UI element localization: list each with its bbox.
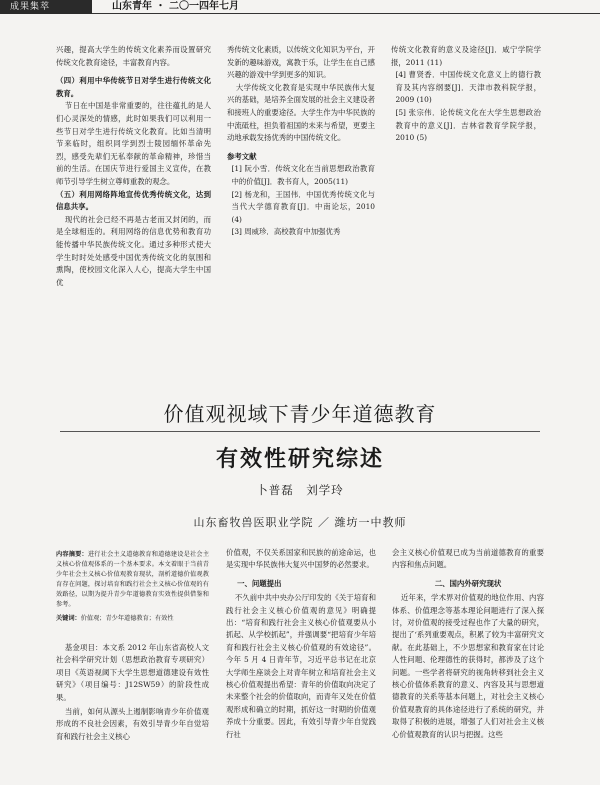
paragraph: 节日在中国是非常重要的，往往蕴扎的是人们心灵深处的情感，此时如果我们可以利用一些节日对学生进行传统文化教育。比如当清明节来临时，组织同学到烈士陵园缅怀革命先烈，感受先辈们无私奉献的革命精神，珍惜当前的生活。在国庆节进行爱国主义宣传，在教师节引导学生树立尊师重教的观念。 bbox=[56, 101, 211, 186]
subheading: （四）利用中华传统节日对学生进行传统文化教育。 bbox=[56, 76, 211, 98]
prev-article-col-2 bbox=[227, 44, 375, 239]
subheading: （五）利用网络阵地宣传优秀传统文化，达到信息共享。 bbox=[56, 189, 211, 212]
paragraph: 大学传统文化教育是实现中华民族伟大复兴的基础，是培养全面发展的社会主义建设者和接班人的重要途径。大学生作为中华民族的中流砥柱，担负着祖国的未来与希望，更要主动地承载发扬优秀的中国传统文化。 bbox=[227, 82, 375, 143]
prev-article-col-3 bbox=[391, 44, 541, 145]
article-title-text-1: 价值观视域下青少年道德教育 bbox=[158, 402, 443, 426]
article-affiliation: 山东畜牧兽医职业学院 ／ 潍坊一中教师 bbox=[193, 516, 407, 529]
article-authors: 卜普磊 刘学玲 bbox=[256, 483, 344, 497]
reference-item: [5] 张宗伟．论传统文化在大学生思想政治教育中的意义[J]．吉林省教育学院学报，2010 (5) bbox=[395, 107, 541, 143]
journal-name: 山东青年 ・ 二〇一四年七月 bbox=[112, 1, 239, 12]
reference-item: 传统文化教育的意义及途径[J]．咸宁学院学报，2011 (11) bbox=[391, 45, 541, 67]
paragraph: 会主义核心价值观已成为当前道德教育的重要内容和焦点问题。 bbox=[392, 548, 544, 570]
abstract-text bbox=[56, 550, 209, 610]
section-heading: 二、国内外研究现状 bbox=[434, 578, 502, 588]
header-rule bbox=[92, 13, 600, 14]
references-heading: 参考文献 bbox=[227, 151, 257, 161]
paragraph: 秀传统文化素质，以传统文化知识为平台，开发新的趣味游戏，寓教于乐，让学生在自己感兴趣的游戏中学到更多的知识。 bbox=[227, 45, 375, 80]
title-rule bbox=[60, 431, 540, 432]
reference-item: [2] 杨龙和，王国伟．中国优秀传统文化与当代大学德育教育[J]．中南论坛，2010 (4) bbox=[231, 189, 375, 224]
reference-item: [3] 周威珍．高校教育中加强优秀 bbox=[231, 227, 341, 237]
reference-item: [1] 阮小雪．传统文化在当前思想政治教育中的价值[J]．教书育人，2005(11) bbox=[231, 164, 375, 186]
abstract-block bbox=[56, 550, 209, 743]
paragraph: 价值观，不仅关系国家和民族的前途命运，也是实现中华民族伟大复兴中国梦的必然要求。 bbox=[226, 548, 376, 570]
section-heading: 一、问题提出 bbox=[237, 578, 282, 588]
paragraph: 近年来，学术界对价值观的地位作用、内容体系、价值理念等基本理论问题进行了深入探讨，对价值观的接受过程也作了大量的研究，提出了‘系列重要观点，积累了较为丰富研究文献。在此基础上，不少思想家和教育家在讨论人性问题、伦理德性的获得时，都涉及了这个问题。一些学者将研究的视角转移到社会主义核心价值体系教育的意义、内容及其与思想道德教育的关系等基本问题上，对社会主义核心价值观教育的具体途径进行了系统的研究，并取得了积极的进展，增强了人们对社会主义核心价值观教育的认识与把握。这些 bbox=[392, 593, 544, 739]
paragraph: 兴趣，提高大学生的传统文化素养而设置研究传统文化教育途径，丰富教育内容。 bbox=[56, 45, 211, 67]
keywords-label: 关键词： bbox=[56, 615, 81, 622]
prev-article-col-1 bbox=[56, 44, 211, 289]
keywords-text bbox=[56, 614, 209, 624]
article-title-line-2: 有效性研究综述 bbox=[215, 447, 384, 472]
reference-item: [4] 曹贤香．中国传统文化意义上的德行教育及其内容纲要[J]．天津市教科院学报，2009 (10) bbox=[395, 70, 541, 105]
paragraph: 当前，如何从源头上遏制影响青少年价值观形成的不良社会因素，有效引导青少年自觉培育和践行社会主义核心 bbox=[56, 707, 209, 741]
section-tag: 成果集萃 bbox=[0, 0, 92, 14]
paragraph: 现代的社会已经不再是古老而又封闭的，而是全球相连的。利用网络的信息优势和教育功能传播中华民族传统文化。通过多种形式使大学生时时处处感受中国优秀传统文化的氛围和熏陶，使校园文化深入人心，提高大学生中国优 bbox=[56, 214, 211, 287]
paragraph: 不久前中共中央办公厅印发的《关于培育和践行社会主义核心价值观的意见》明确提出：“培育和践行社会主义核心价值观要从小抓起、从学校抓起”，并强调要“把培育少年培育和践行社会主义核心价值观的有效途径”。今年 5 月 4 日青年节，习近平总书记在北京大学师生座谈会上对青年树立和培育社会主义核心价值观提出希望：青年的价值取向决定了未来整个社会的价值取向，而青年又处在价值观形成和确立的时期，抓好这一时期的价值观养成十分重要。因此，有效引导青少年自觉践行社 bbox=[226, 593, 376, 739]
article-col-3 bbox=[392, 547, 544, 741]
abstract-body: 进行社会主义道德教育和道德建设是社会主义核心价值观体系的一个基本要求。本文着眼于当前青少年社会主义核心价值观教育现状，剖析道德价值观教育存在问题，探讨培育和践行社会主义核心价值观的有效路径，以期为提升青少年道德教育实效性提供借鉴和参考。 bbox=[56, 551, 210, 608]
article-title-line-1 bbox=[0, 398, 600, 427]
abstract-label: 内容摘要： bbox=[56, 551, 88, 558]
fund-note: 基金项目：本文系 2012 年山东省高校人文社会科学研究计划（思想政治教育专项研究）项目《英语视阈下大学生思想道德建设有效性研究》（项目编号：J12SW59）的阶段性成果。 bbox=[56, 643, 209, 702]
page-header bbox=[0, 0, 600, 14]
keywords-body: 价值观；青少年道德教育；有效性 bbox=[80, 615, 174, 622]
article-col-2 bbox=[226, 547, 376, 741]
